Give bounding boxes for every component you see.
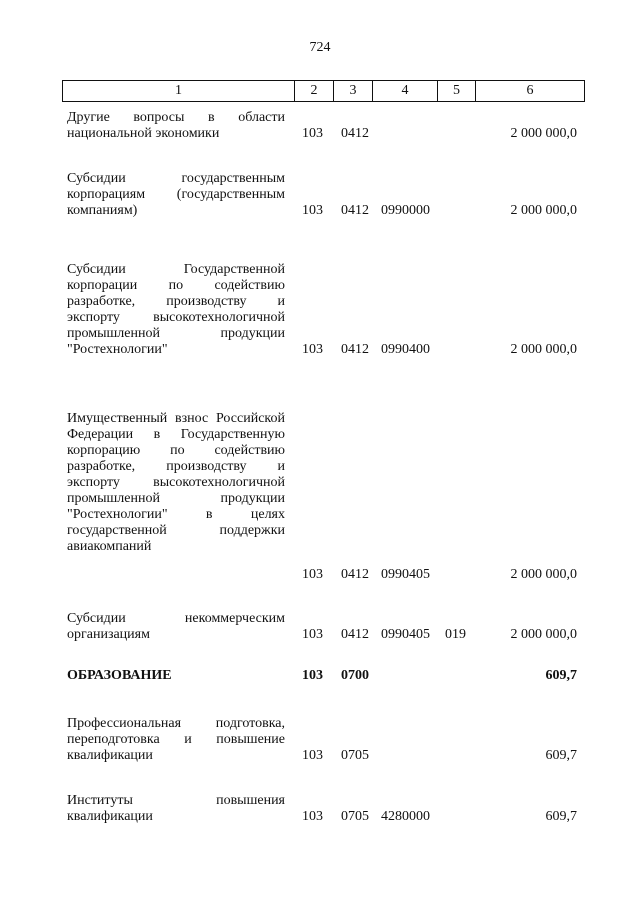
row-description: Институты повышения квалификации [67,793,285,824]
row-col-4: 0990405 [381,627,430,642]
row-col-2: 103 [302,748,323,763]
header-col-2: 2 [295,81,334,101]
header-col-6: 6 [526,83,534,98]
row-col-6: 2 000 000,0 [510,203,577,218]
row-col-6: 609,7 [545,748,577,763]
header-col-5: 5 [438,81,476,101]
row-col-3: 0705 [341,748,369,763]
row-col-3: 0700 [341,668,369,683]
row-col-6: 609,7 [545,668,577,683]
row-col-2: 103 [302,126,323,141]
row-description: Субсидии государственным корпорациям (государственным компаниям) [67,171,285,218]
row-description: Субсидии Государственной корпорации по содействию разработке, производству и экспорту высокотехнологичной промышленной продукции "Ростехнологии" [67,262,285,357]
row-col-6: 2 000 000,0 [510,567,577,582]
row-col-6: 2 000 000,0 [510,342,577,357]
row-col-6: 2 000 000,0 [510,126,577,141]
row-col-2: 103 [302,342,323,357]
row-description: Субсидии некоммерческим организациям [67,611,285,642]
header-col-3: 3 [334,81,373,101]
row-col-2: 103 [302,203,323,218]
row-col-3: 0412 [341,203,369,218]
row-col-4: 0990000 [381,203,430,218]
row-col-6: 2 000 000,0 [510,627,577,642]
row-col-3: 0412 [341,567,369,582]
row-col-4: 0990400 [381,342,430,357]
row-description: Другие вопросы в области национальной экономики [67,110,285,141]
row-col-2: 103 [302,809,323,824]
row-col-2: 103 [302,627,323,642]
row-col-3: 0412 [341,627,369,642]
row-col-6: 609,7 [545,809,577,824]
header-col-1: 1 [63,81,295,101]
row-col-5: 019 [445,627,466,642]
row-col-3: 0412 [341,126,369,141]
header-col-4: 4 [373,81,438,101]
row-col-4: 0990405 [381,567,430,582]
section-title: ОБРАЗОВАНИЕ [67,668,172,683]
row-col-4: 4280000 [381,809,430,824]
row-col-3: 0412 [341,342,369,357]
table-header [62,80,585,102]
row-description: Имущественный взнос Российской Федерации в Государственную корпорацию по содействию разработке, производству и экспорту высокотехнологичной промышленной продукции "Ростехнологии" в целях государственной поддержки авиакомпаний [67,411,285,554]
row-col-2: 103 [302,567,323,582]
row-col-2: 103 [302,668,323,683]
page-number: 724 [309,40,331,55]
row-description: Профессиональная подготовка, переподготовка и повышение квалификации [67,716,285,763]
row-col-3: 0705 [341,809,369,824]
